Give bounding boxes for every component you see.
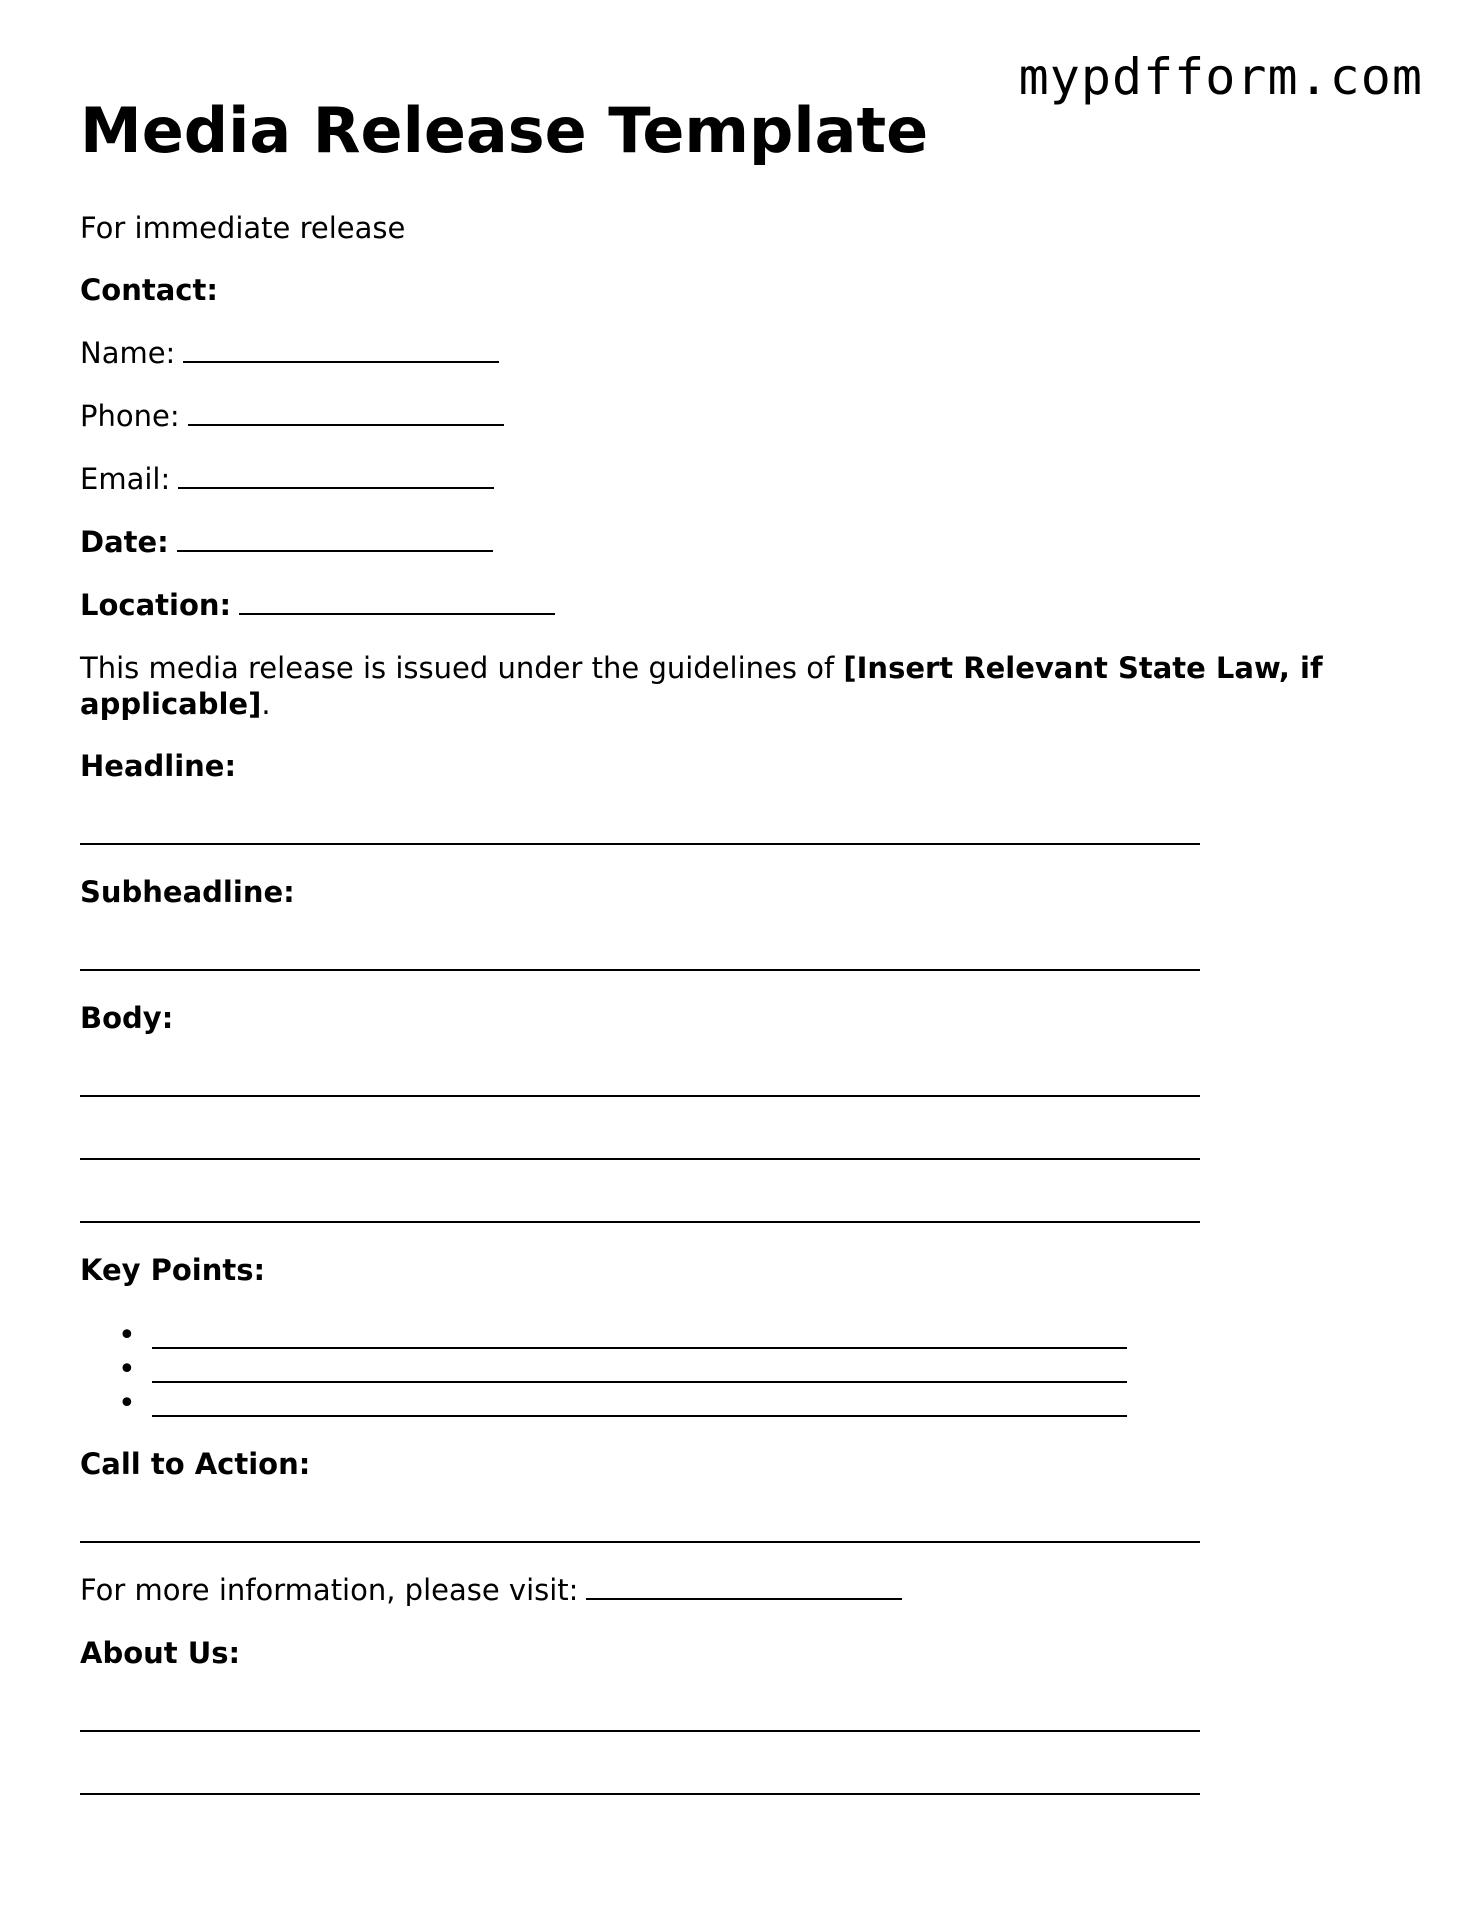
key-point-field-2[interactable]	[152, 1381, 1127, 1383]
more-info-url-field[interactable]	[586, 1574, 902, 1600]
about-us-field-line-1[interactable]	[80, 1730, 1200, 1732]
name-field[interactable]	[183, 337, 499, 363]
phone-label: Phone:	[80, 399, 180, 433]
headline-field[interactable]	[80, 843, 1200, 845]
watermark: mypdfform.com	[1018, 48, 1423, 106]
call-to-action-label: Call to Action:	[80, 1447, 311, 1481]
contact-heading: Contact:	[80, 273, 218, 307]
headline-label: Headline:	[80, 749, 237, 783]
key-point-bullet-1: •	[118, 1318, 136, 1353]
name-label: Name:	[80, 336, 176, 370]
key-points-label: Key Points:	[80, 1253, 266, 1287]
subheadline-label: Subheadline:	[80, 875, 295, 909]
body-field-line-3[interactable]	[80, 1221, 1200, 1223]
phone-row	[80, 398, 504, 434]
guidelines-suffix: .	[261, 687, 271, 721]
date-row	[80, 524, 493, 560]
guidelines-prefix: This media release is issued under the guidelines of	[80, 651, 844, 685]
date-label: Date:	[80, 525, 169, 559]
email-row	[80, 461, 494, 497]
date-field[interactable]	[177, 526, 493, 552]
body-field-line-1[interactable]	[80, 1095, 1200, 1097]
body-label: Body:	[80, 1001, 174, 1035]
about-us-label: About Us:	[80, 1636, 241, 1670]
subheadline-field[interactable]	[80, 969, 1200, 971]
key-point-bullet-3: •	[118, 1386, 136, 1421]
key-point-bullet-2: •	[118, 1352, 136, 1387]
body-field-line-2[interactable]	[80, 1158, 1200, 1160]
location-label: Location:	[80, 588, 232, 622]
more-info-row	[80, 1572, 902, 1608]
guidelines-law-placeholder: [Insert Relevant State Law, if applicable]	[80, 651, 1323, 721]
call-to-action-field[interactable]	[80, 1541, 1200, 1543]
about-us-field-line-2[interactable]	[80, 1793, 1200, 1795]
intro-text: For immediate release	[80, 211, 406, 245]
email-label: Email:	[80, 462, 171, 496]
email-field[interactable]	[178, 463, 494, 489]
location-field[interactable]	[239, 589, 555, 615]
key-point-field-1[interactable]	[152, 1347, 1127, 1349]
guidelines-paragraph	[80, 650, 1330, 722]
phone-field[interactable]	[188, 400, 504, 426]
location-row	[80, 587, 555, 623]
key-point-field-3[interactable]	[152, 1415, 1127, 1417]
more-info-label: For more information, please visit:	[80, 1573, 579, 1607]
page-title: Media Release Template	[80, 94, 929, 167]
name-row	[80, 335, 499, 371]
